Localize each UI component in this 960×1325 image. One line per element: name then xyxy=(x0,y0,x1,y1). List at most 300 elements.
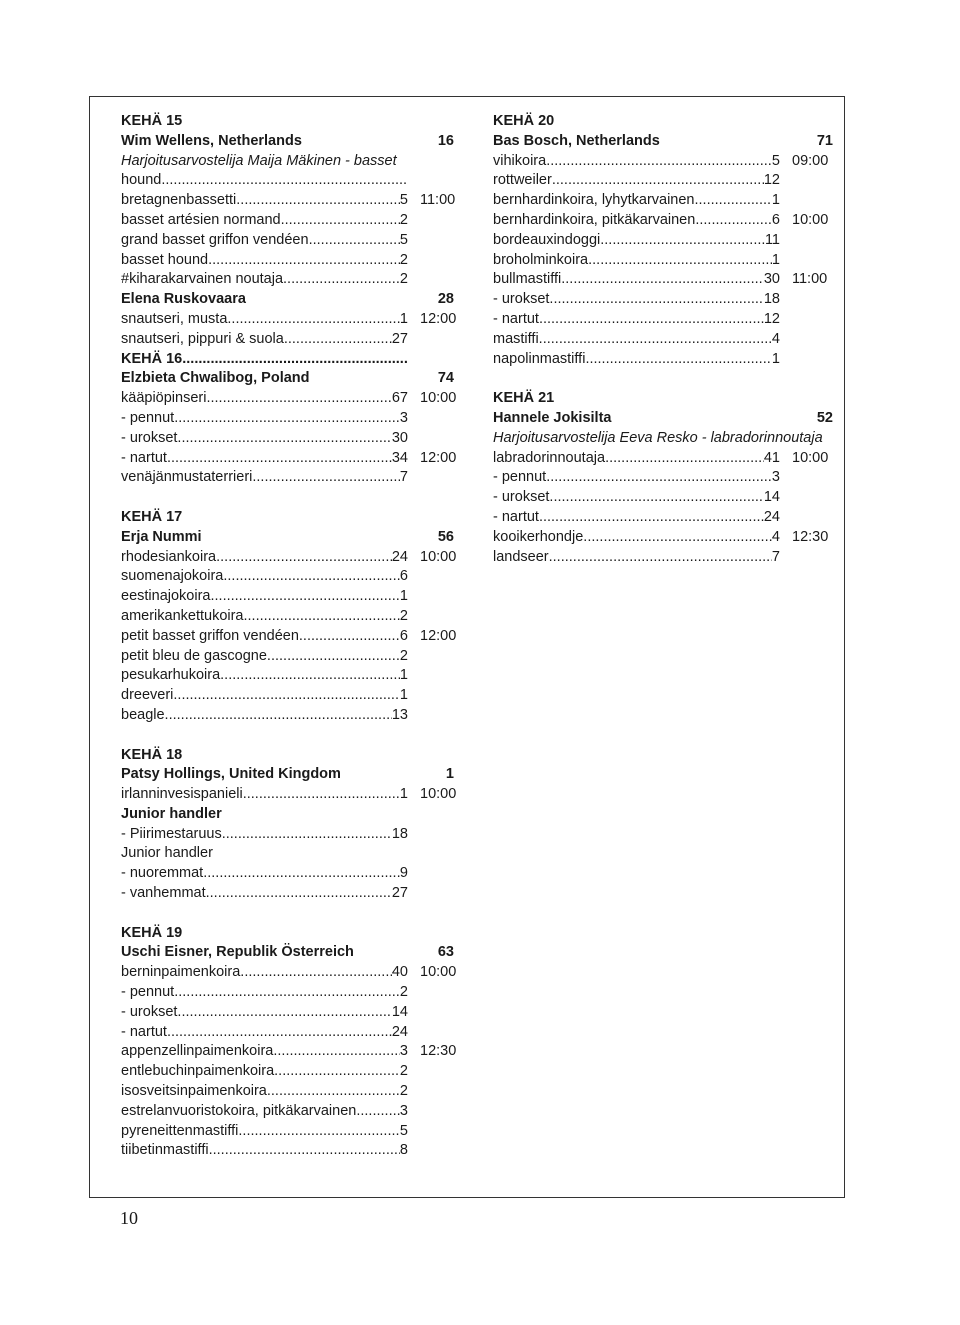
breed-row xyxy=(493,152,833,172)
breed-row xyxy=(493,449,833,469)
breed-entry xyxy=(493,548,780,568)
breed-row xyxy=(121,567,454,587)
entry-count: 30 xyxy=(763,271,780,288)
dot-leader xyxy=(209,1141,400,1161)
dot-leader xyxy=(167,1023,392,1043)
entry-count: 14 xyxy=(391,1003,408,1020)
breed-entry xyxy=(493,528,780,548)
breed-row xyxy=(121,1141,454,1161)
entry-count: 2 xyxy=(399,1063,408,1080)
breed-row xyxy=(121,647,454,667)
breed-row xyxy=(121,825,454,845)
breed-name: eestinajokoira xyxy=(121,588,211,605)
breed-name: - pennut xyxy=(121,409,175,426)
judge-total: 74 xyxy=(437,370,454,387)
breed-row xyxy=(493,330,833,350)
judge-name: Hannele Jokisilta xyxy=(493,409,612,426)
breed-name: napolinmastiffi xyxy=(493,350,586,367)
dot-leader xyxy=(244,607,400,627)
dot-leader xyxy=(223,567,400,587)
breed-entry xyxy=(121,983,408,1003)
entry-count: 5 xyxy=(399,192,408,209)
breed-entry xyxy=(493,508,780,528)
entry-count: 3 xyxy=(399,409,408,426)
dot-leader xyxy=(177,429,391,449)
breed-row xyxy=(121,666,454,686)
entry-count: 13 xyxy=(391,706,408,723)
breed-row xyxy=(121,548,457,568)
breed-name: rhodesiankoira xyxy=(121,548,217,565)
start-time: 11:00 xyxy=(420,192,456,209)
dot-leader xyxy=(546,152,772,172)
breed-entry xyxy=(121,963,408,983)
breed-entry xyxy=(121,864,408,884)
breed-name: pyreneittenmastiffi xyxy=(121,1122,239,1139)
breed-row xyxy=(121,686,454,706)
breed-name: bernhardinkoira, pitkäkarvainen xyxy=(493,211,696,228)
judge-total: 71 xyxy=(816,132,833,149)
breed-entry xyxy=(121,1082,408,1102)
breed-entry xyxy=(121,270,408,290)
judge-row xyxy=(121,290,454,310)
trainee-judge-note: Harjoitusarvostelija Maija Mäkinen - basset xyxy=(121,152,397,169)
dot-leader xyxy=(539,310,764,330)
breed-entry xyxy=(493,290,780,310)
breed-entry xyxy=(121,1023,408,1043)
dot-leader xyxy=(549,548,772,568)
entry-count: 24 xyxy=(391,1023,408,1040)
breed-entry xyxy=(121,567,408,587)
entry-count: 6 xyxy=(771,211,780,228)
class-label: Junior handler xyxy=(121,845,213,862)
breed-row xyxy=(121,785,457,805)
dot-leader xyxy=(356,1102,400,1122)
start-time: 10:00 xyxy=(792,449,829,466)
judge-total: 52 xyxy=(816,409,833,426)
dot-leader xyxy=(561,270,764,290)
breed-row xyxy=(121,1102,454,1122)
dot-leader xyxy=(165,706,392,726)
breed-entry xyxy=(121,686,408,706)
breed-entry xyxy=(121,587,408,607)
breed-entry xyxy=(121,449,408,469)
breed-row xyxy=(121,706,454,726)
entry-count: 2 xyxy=(399,271,408,288)
breed-name: - nartut xyxy=(121,449,167,466)
breed-row xyxy=(121,983,454,1003)
breed-name: - pennut xyxy=(121,984,175,1001)
entry-count: 3 xyxy=(771,469,780,486)
dot-leader xyxy=(600,231,765,251)
breed-name: bordeauxindoggi xyxy=(493,231,601,248)
judge-row xyxy=(493,132,833,152)
breed-row xyxy=(493,211,833,231)
breed-entry xyxy=(121,310,408,330)
breed-entry xyxy=(121,785,408,805)
ring-heading: KEHÄ 20 xyxy=(493,113,555,129)
breed-entry xyxy=(121,627,408,647)
dot-leader xyxy=(177,1003,391,1023)
dot-leader xyxy=(173,686,400,706)
breed-entry xyxy=(121,706,408,726)
dot-leader xyxy=(274,1062,400,1082)
entry-count: 40 xyxy=(391,964,408,981)
entry-count: 41 xyxy=(763,449,780,466)
page-number: 10 xyxy=(120,1208,138,1228)
breed-row xyxy=(121,449,457,469)
breed-entry xyxy=(493,468,780,488)
dot-leader xyxy=(243,785,400,805)
entry-count: 30 xyxy=(391,429,408,446)
breed-name: vihikoira xyxy=(493,152,547,169)
dot-leader xyxy=(605,449,764,469)
start-time: 12:30 xyxy=(792,528,829,545)
start-time: 10:00 xyxy=(420,548,457,565)
entry-count: 1 xyxy=(399,786,408,803)
breed-entry xyxy=(121,211,408,231)
breed-row xyxy=(493,548,833,568)
judge-total: 28 xyxy=(437,291,454,308)
ring-heading: KEHÄ 15 xyxy=(121,113,183,129)
breed-entry xyxy=(121,350,408,370)
entry-count: 4 xyxy=(771,528,780,545)
dot-leader xyxy=(182,350,408,370)
breed-row xyxy=(493,310,833,330)
breed-entry xyxy=(121,666,408,686)
start-time: 09:00 xyxy=(792,152,829,169)
entry-count: 6 xyxy=(399,627,408,644)
breed-row xyxy=(493,528,833,548)
judge-total: 1 xyxy=(445,766,454,783)
breed-row xyxy=(121,330,454,350)
dot-leader xyxy=(238,1122,400,1142)
entry-count: 24 xyxy=(391,548,408,565)
entry-count: 18 xyxy=(763,291,780,308)
dot-leader xyxy=(283,270,400,290)
entry-count: 2 xyxy=(399,251,408,268)
dot-leader xyxy=(203,864,400,884)
breed-row xyxy=(121,1023,454,1043)
breed-name: petit bleu de gascogne xyxy=(121,647,267,664)
breed-name: berninpaimenkoira xyxy=(121,964,241,981)
dot-leader xyxy=(583,528,772,548)
breed-entry xyxy=(121,191,408,211)
breed-entry xyxy=(121,231,408,251)
dot-leader xyxy=(174,409,400,429)
breed-name: snautseri, pippuri & suola xyxy=(121,330,284,347)
breed-name: estrelanvuoristokoira, pitkäkarvainen xyxy=(121,1102,357,1119)
entry-count: 12 xyxy=(763,172,780,189)
breed-name: - urokset xyxy=(121,429,178,446)
ring-section xyxy=(121,112,457,488)
breed-name: - nartut xyxy=(121,1023,167,1040)
breed-name: irlanninvesispanieli xyxy=(121,786,243,803)
breed-row xyxy=(493,191,833,211)
judge-total: 63 xyxy=(437,944,454,961)
breed-name: basset hound xyxy=(121,251,209,268)
entry-count: 1 xyxy=(399,310,408,327)
breed-name: labradorinnoutaja xyxy=(493,449,606,466)
breed-name: bretagnenbassetti xyxy=(121,192,237,209)
breed-name: - Piirimestaruus xyxy=(121,825,222,842)
breed-name: snautseri, musta xyxy=(121,310,228,327)
entry-count: 27 xyxy=(391,885,408,902)
entry-count: 8 xyxy=(399,1142,408,1159)
breed-row xyxy=(121,429,454,449)
breed-row xyxy=(493,508,833,528)
dot-leader xyxy=(252,468,400,488)
entry-count: 1 xyxy=(399,588,408,605)
breed-entry xyxy=(493,350,780,370)
breed-entry xyxy=(121,1122,408,1142)
breed-entry xyxy=(121,884,408,904)
breed-row xyxy=(121,211,454,231)
breed-name: #kiharakarvainen noutaja xyxy=(121,271,284,288)
breed-name: - urokset xyxy=(493,489,550,506)
dot-leader xyxy=(208,251,400,271)
entry-count: 11 xyxy=(764,231,780,248)
judge-total: 16 xyxy=(437,132,454,149)
entry-count: 2 xyxy=(399,984,408,1001)
breed-name: bullmastiffi xyxy=(493,271,562,288)
breed-entry xyxy=(121,1141,408,1161)
entry-count: 1 xyxy=(771,251,780,268)
judge-row xyxy=(121,765,454,785)
breed-name: mastiffi xyxy=(493,330,539,347)
entry-count: 34 xyxy=(391,449,408,466)
dot-leader xyxy=(552,171,764,191)
breed-name: KEHÄ 16 xyxy=(121,350,183,367)
breed-name: grand basset griffon vendéen xyxy=(121,231,309,248)
dot-leader xyxy=(299,627,400,647)
dot-leader xyxy=(549,488,763,508)
start-time: 12:00 xyxy=(420,310,457,327)
breed-name: broholminkoira xyxy=(493,251,589,268)
breed-row xyxy=(121,191,454,211)
breed-row xyxy=(121,627,457,647)
breed-row xyxy=(493,488,833,508)
judge-name: Elena Ruskovaara xyxy=(121,291,246,308)
breed-entry xyxy=(493,488,780,508)
entry-count: 14 xyxy=(763,489,780,506)
entry-count: 2 xyxy=(399,1083,408,1100)
breed-row xyxy=(121,389,457,409)
breed-row xyxy=(121,171,454,191)
dot-leader xyxy=(585,350,771,370)
entry-count: 67 xyxy=(391,390,408,407)
breed-entry xyxy=(493,449,780,469)
breed-row xyxy=(493,468,833,488)
breed-row xyxy=(493,270,833,290)
breed-entry xyxy=(121,389,408,409)
entry-count: 24 xyxy=(763,508,780,525)
breed-entry xyxy=(493,330,780,350)
dot-leader xyxy=(549,290,763,310)
breed-row xyxy=(121,864,454,884)
entry-count: 2 xyxy=(399,647,408,664)
breed-name: - nartut xyxy=(493,508,539,525)
start-time: 10:00 xyxy=(792,211,829,228)
dot-leader xyxy=(227,310,400,330)
dot-leader xyxy=(284,330,392,350)
start-time: 10:00 xyxy=(420,964,457,981)
breed-name: - nuoremmat xyxy=(121,865,204,882)
breed-name: petit basset griffon vendéen xyxy=(121,627,299,644)
left-column xyxy=(121,112,457,1181)
right-column xyxy=(493,112,833,587)
entry-count: 12 xyxy=(763,310,780,327)
entry-count: 5 xyxy=(399,1122,408,1139)
entry-count: 6 xyxy=(399,568,408,585)
breed-name: entlebuchinpaimenkoira xyxy=(121,1063,275,1080)
breed-entry xyxy=(121,429,408,449)
breed-row xyxy=(121,1082,454,1102)
entry-count: 1 xyxy=(771,350,780,367)
breed-row xyxy=(121,231,454,251)
breed-entry xyxy=(121,647,408,667)
entry-count: 1 xyxy=(399,687,408,704)
entry-count: 3 xyxy=(399,1102,408,1119)
entry-count: 4 xyxy=(771,330,780,347)
entry-count: 2 xyxy=(399,211,408,228)
dot-leader xyxy=(206,884,392,904)
ring-heading: KEHÄ 17 xyxy=(121,508,183,525)
breed-row xyxy=(121,1062,454,1082)
breed-row xyxy=(121,963,457,983)
breed-name: pesukarhukoira xyxy=(121,667,221,684)
ring-section xyxy=(121,746,457,904)
breed-name: suomenajokoira xyxy=(121,568,224,585)
breed-name: kääpiöpinseri xyxy=(121,390,207,407)
judge-name: Uschi Eisner, Republik Österreich xyxy=(121,944,354,961)
dot-leader xyxy=(539,508,764,528)
dot-leader xyxy=(273,1042,400,1062)
entry-count: 2 xyxy=(399,607,408,624)
breed-name: amerikankettukoira xyxy=(121,607,244,624)
ring-section xyxy=(493,112,833,369)
dot-leader xyxy=(267,1082,400,1102)
dot-leader xyxy=(695,191,772,211)
judge-row xyxy=(121,132,454,152)
breed-row xyxy=(121,884,454,904)
dot-leader xyxy=(539,330,772,350)
breed-row xyxy=(493,251,833,271)
breed-row xyxy=(121,409,454,429)
ring-section xyxy=(121,924,457,1162)
breed-name: bernhardinkoira, lyhytkarvainen xyxy=(493,192,695,209)
breed-name: - vanhemmat xyxy=(121,885,206,902)
ring-heading: KEHÄ 18 xyxy=(121,746,183,763)
entry-count: 1 xyxy=(771,192,780,209)
dot-leader xyxy=(222,825,392,845)
breed-name: isosveitsinpaimenkoira xyxy=(121,1083,267,1100)
breed-row xyxy=(121,1122,454,1142)
entry-count: 3 xyxy=(399,1043,408,1060)
entry-count: 7 xyxy=(771,548,780,565)
breed-entry xyxy=(121,1042,408,1062)
breed-row xyxy=(121,468,454,488)
breed-entry xyxy=(121,468,408,488)
breed-row xyxy=(121,607,454,627)
judge-name: Patsy Hollings, United Kingdom xyxy=(121,766,341,783)
breed-name: basset artésien normand xyxy=(121,211,281,228)
dot-leader xyxy=(695,211,772,231)
trainee-judge-note: Harjoitusarvostelija Eeva Resko - labradorinnoutaja xyxy=(493,429,823,446)
dot-leader xyxy=(210,587,399,607)
breed-entry xyxy=(493,152,780,172)
judge-total: 56 xyxy=(437,528,454,545)
entry-count: 9 xyxy=(399,865,408,882)
breed-name: - urokset xyxy=(121,1003,178,1020)
breed-row xyxy=(121,1003,454,1023)
breed-row xyxy=(121,587,454,607)
judge-name: Erja Nummi xyxy=(121,528,202,545)
breed-entry xyxy=(121,1102,408,1122)
breed-entry xyxy=(121,548,408,568)
breed-row xyxy=(121,310,457,330)
breed-name: appenzellinpaimenkoira xyxy=(121,1043,274,1060)
judge-row xyxy=(493,409,833,429)
class-heading: Junior handler xyxy=(121,805,222,822)
entry-count: 5 xyxy=(399,231,408,248)
judge-name: Elzbieta Chwalibog, Poland xyxy=(121,370,310,387)
breed-name: kooikerhondje xyxy=(493,528,584,545)
dot-leader xyxy=(174,983,400,1003)
breed-entry xyxy=(493,310,780,330)
breed-row xyxy=(493,171,833,191)
breed-name: - nartut xyxy=(493,310,539,327)
breed-name: tiibetinmastiffi xyxy=(121,1142,209,1159)
breed-row xyxy=(121,350,454,370)
breed-name: - urokset xyxy=(493,291,550,308)
breed-row xyxy=(121,270,454,290)
breed-name: landseer xyxy=(493,548,549,565)
dot-leader xyxy=(267,647,400,667)
breed-row xyxy=(121,251,454,271)
breed-name: beagle xyxy=(121,706,165,723)
ring-heading: KEHÄ 21 xyxy=(493,390,555,407)
judge-name: Bas Bosch, Netherlands xyxy=(493,132,660,149)
dot-leader xyxy=(167,449,392,469)
judge-row xyxy=(121,943,454,963)
breed-entry xyxy=(493,251,780,271)
breed-entry xyxy=(121,607,408,627)
breed-name: rottweiler xyxy=(493,172,552,189)
breed-entry xyxy=(493,191,780,211)
dot-leader xyxy=(161,171,408,191)
breed-entry xyxy=(121,1062,408,1082)
entry-count: 1 xyxy=(399,667,408,684)
breed-entry xyxy=(121,251,408,271)
start-time: 12:00 xyxy=(420,449,457,466)
breed-entry xyxy=(493,171,780,191)
judge-row xyxy=(121,528,454,548)
breed-row xyxy=(121,1042,457,1062)
entry-count: 5 xyxy=(771,152,780,169)
breed-row xyxy=(493,350,833,370)
ring-heading: KEHÄ 19 xyxy=(121,924,183,941)
breed-name: dreeveri xyxy=(121,687,174,704)
start-time: 10:00 xyxy=(420,786,457,803)
dot-leader xyxy=(281,211,400,231)
start-time: 12:00 xyxy=(420,627,457,644)
dot-leader xyxy=(588,251,772,271)
breed-entry xyxy=(121,825,408,845)
ring-section xyxy=(493,389,833,567)
breed-entry xyxy=(121,1003,408,1023)
dot-leader xyxy=(546,468,772,488)
entry-count: 27 xyxy=(391,330,408,347)
